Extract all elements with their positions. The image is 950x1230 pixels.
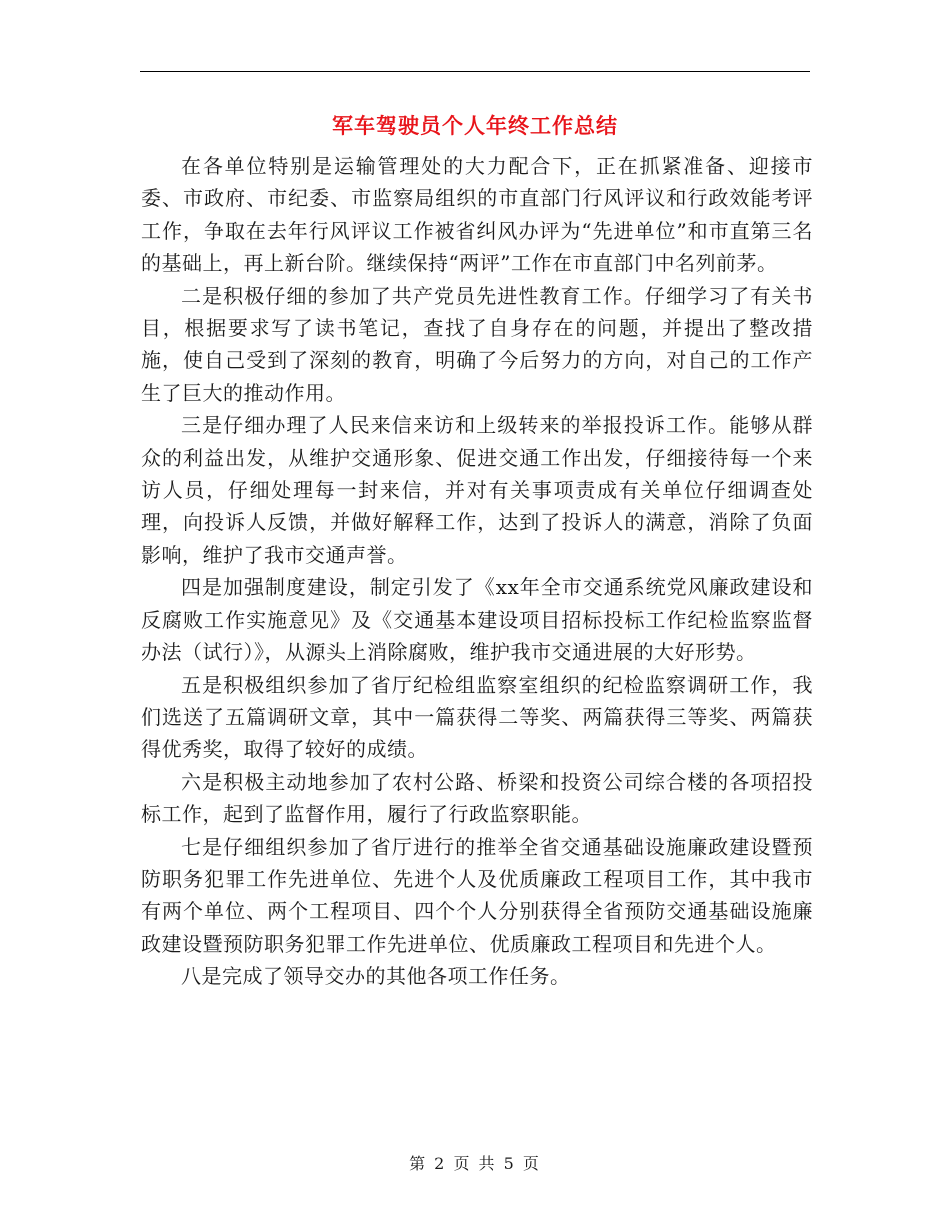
paragraph-item-2: 二是积极仔细的参加了共产党员先进性教育工作。仔细学习了有关书目，根据要求写了读书笔记，查找了自身存在的问题，并提出了整改措施，使自己受到了深刻的教育，明确了今后努力的方向，对自己的工作产生了巨大的推动作用。 xyxy=(141,283,813,405)
page-number-footer: 第 2 页 共 5 页 xyxy=(409,1154,541,1173)
paragraph-item-7: 七是仔细组织参加了省厅进行的推举全省交通基础设施廉政建设暨预防职务犯罪工作先进单位、先进个人及优质廉政工程项目工作，其中我市有两个单位、两个工程项目、四个个人分别获得全省预防交通基础设施廉政建设暨预防职务犯罪工作先进单位、优质廉政工程项目和先进个人。 xyxy=(141,834,813,956)
paragraph-item-3: 三是仔细办理了人民来信来访和上级转来的举报投诉工作。能够从群众的利益出发，从维护交通形象、促进交通工作出发，仔细接待每一个来访人员，仔细处理每一封来信，并对有关事项责成有关单位仔细调查处理，向投诉人反馈，并做好解释工作，达到了投诉人的满意，消除了负面影响，维护了我市交通声誉。 xyxy=(141,413,813,567)
paragraph-item-6: 六是积极主动地参加了农村公路、桥梁和投资公司综合楼的各项招投标工作，起到了监督作用，履行了行政监察职能。 xyxy=(141,769,813,827)
paragraph-item-8: 八是完成了领导交办的其他各项工作任务。 xyxy=(181,964,571,989)
paragraph-item-5: 五是积极组织参加了省厅纪检组监察室组织的纪检监察调研工作，我们选送了五篇调研文章，其中一篇获得二等奖、两篇获得三等奖、两篇获得优秀奖，取得了较好的成绩。 xyxy=(141,672,813,762)
paragraph-intro: 在各单位特别是运输管理处的大力配合下，正在抓紧准备、迎接市委、市政府、市纪委、市监察局组织的市直部门行风评议和行政效能考评工作，争取在去年行风评议工作被省纠风办评为“先进单位”和市直第三名的基础上，再上新台阶。继续保持“两评”工作在市直部门中名列前茅。 xyxy=(141,154,813,276)
document-title: 军车驾驶员个人年终工作总结 xyxy=(332,114,618,138)
header-rule xyxy=(140,71,810,72)
document-body xyxy=(141,150,813,993)
paragraph-item-4: 四是加强制度建设，制定引发了《xx年全市交通系统党风廉政建设和反腐败工作实施意见》及《交通基本建设项目招标投标工作纪检监察监督办法（试行）》，从源头上消除腐败，维护我市交通进展的大好形势。 xyxy=(141,575,813,665)
